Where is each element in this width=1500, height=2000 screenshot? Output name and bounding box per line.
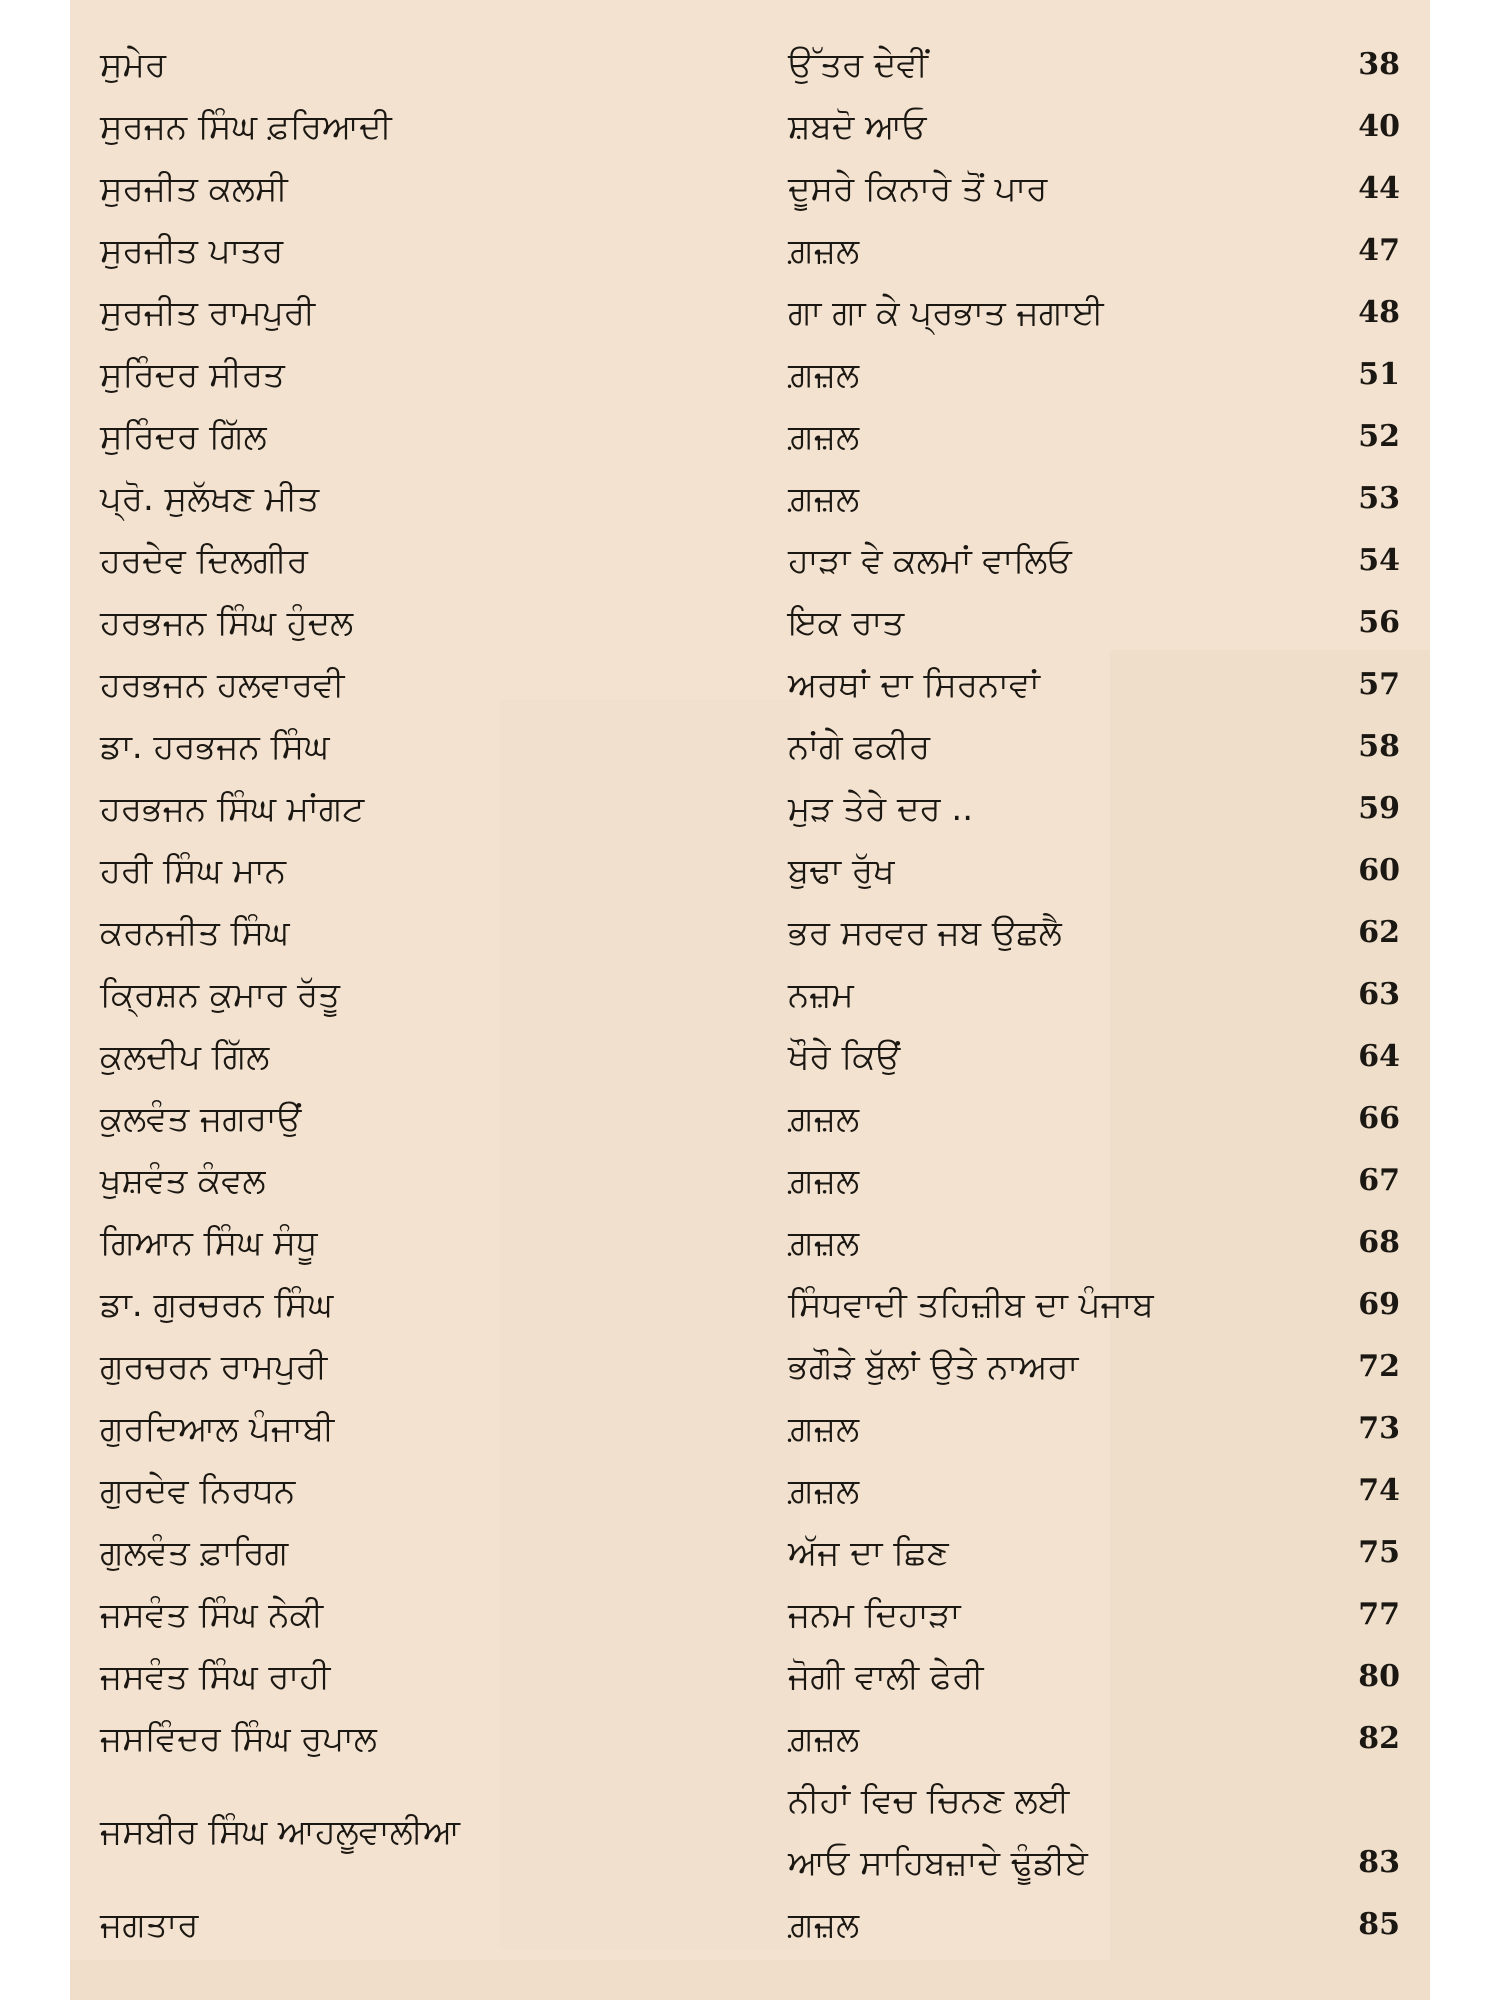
entry-page-number: 44 [1358,171,1400,206]
toc-entry [100,158,1400,220]
entry-author: ਹਰੀ ਸਿੰਘ ਮਾਨ [100,851,287,891]
toc-entry [100,592,1400,654]
entry-page-number: 73 [1358,1411,1400,1446]
entry-author: ਜਸਵੰਤ ਸਿੰਘ ਨੇਕੀ [100,1595,324,1635]
toc-entry [100,716,1400,778]
entry-author: ਜਗਤਾਰ [100,1905,199,1945]
toc-entry [100,1894,1400,1956]
entry-title: ਗ਼ਜ਼ਲ [788,1471,860,1511]
entry-author: ਹਰਭਜਨ ਹਲਵਾਰਵੀ [100,665,345,705]
entry-title: ਗ਼ਜ਼ਲ [788,1719,860,1759]
entry-title: ਗ਼ਜ਼ਲ [788,1905,860,1945]
entry-author: ਸੁਰਜੀਤ ਕਲਸੀ [100,169,288,209]
entry-page-number: 56 [1358,605,1400,640]
entry-page-number: 53 [1358,481,1400,516]
entry-title: ਗਾ ਗਾ ਕੇ ਪ੍ਰਭਾਤ ਜਗਾਈ [788,293,1104,333]
entry-author: ਸੁਮੇਰ [100,45,167,85]
entry-author: ਗੁਰਦੇਵ ਨਿਰਧਨ [100,1471,296,1511]
table-of-contents [100,34,1400,1956]
entry-title: ਗ਼ਜ਼ਲ [788,1223,860,1263]
entry-page-number: 54 [1358,543,1400,578]
entry-title: ਭਗੌੜੇ ਬੁੱਲਾਂ ਉਤੇ ਨਾਅਰਾ [788,1347,1079,1387]
toc-entry [100,902,1400,964]
entry-title: ਮੁੜ ਤੇਰੇ ਦਰ .. [788,789,974,829]
entry-title: ਹਾੜਾ ਵੇ ਕਲਮਾਂ ਵਾਲਿਓ [788,541,1072,581]
entry-title: ਅੱਜ ਦਾ ਛਿਣ [788,1533,949,1573]
entry-title: ਜੋਗੀ ਵਾਲੀ ਫੇਰੀ [788,1657,984,1697]
entry-author: ਪ੍ਰੋ. ਸੁਲੱਖਣ ਮੀਤ [100,479,320,519]
entry-title: ਅਰਥਾਂ ਦਾ ਸਿਰਨਾਵਾਂ [788,665,1040,705]
entry-author: ਡਾ. ਗੁਰਚਰਨ ਸਿੰਘ [100,1285,334,1325]
entry-title: ਨਜ਼ਮ [788,975,854,1015]
entry-title: ਗ਼ਜ਼ਲ [788,231,860,271]
entry-title: ਜਨਮ ਦਿਹਾੜਾ [788,1595,961,1635]
entry-author: ਜਸਬੀਰ ਸਿੰਘ ਆਹਲੂਵਾਲੀਆ [100,1812,460,1852]
entry-title: ਗ਼ਜ਼ਲ [788,1409,860,1449]
entry-page-number: 67 [1358,1163,1400,1198]
entry-page-number: 59 [1358,791,1400,826]
entry-author: ਸੁਰਜਨ ਸਿੰਘ ਫ਼ਰਿਆਦੀ [100,107,392,147]
entry-author: ਗੁਰਚਰਨ ਰਾਮਪੁਰੀ [100,1347,328,1387]
entry-author: ਹਰਭਜਨ ਸਿੰਘ ਮਾਂਗਟ [100,789,365,829]
toc-entry [100,406,1400,468]
toc-entry [100,1274,1400,1336]
entry-title: ਗ਼ਜ਼ਲ [788,1099,860,1139]
entry-page-number: 82 [1358,1721,1400,1756]
entry-page-number: 38 [1358,47,1400,82]
toc-entry [100,964,1400,1026]
entry-author: ਹਰਭਜਨ ਸਿੰਘ ਹੁੰਦਲ [100,603,354,643]
entry-page-number: 48 [1358,295,1400,330]
toc-entry-multiline [100,1770,1400,1894]
entry-title: ਗ਼ਜ਼ਲ [788,1161,860,1201]
entry-author: ਕ੍ਰਿਸ਼ਨ ਕੁਮਾਰ ਰੱਤੂ [100,975,340,1015]
entry-title: ਗ਼ਜ਼ਲ [788,479,860,519]
entry-author: ਕੁਲਵੰਤ ਜਗਰਾਉਂ [100,1099,302,1139]
entry-page-number: 69 [1358,1287,1400,1322]
entry-page-number: 72 [1358,1349,1400,1384]
entry-page-number: 83 [1358,1845,1400,1880]
entry-page-number: 57 [1358,667,1400,702]
entry-author: ਡਾ. ਹਰਭਜਨ ਸਿੰਘ [100,727,330,767]
book-page [70,0,1430,2000]
entry-title: ਭਰ ਸਰਵਰ ਜਬ ਉਛਲੈ [788,913,1062,953]
toc-entry [100,1088,1400,1150]
entry-page-number: 80 [1358,1659,1400,1694]
toc-entry [100,1460,1400,1522]
entry-title-line-1: ਨੀਹਾਂ ਵਿਚ ਚਿਨਣ ਲਈ [788,1781,1070,1821]
entry-title: ਸਿੰਧਵਾਦੀ ਤਹਿਜ਼ੀਬ ਦਾ ਪੰਜਾਬ [788,1285,1154,1325]
toc-entry [100,778,1400,840]
entry-author: ਸੁਰਜੀਤ ਪਾਤਰ [100,231,284,271]
toc-entry [100,96,1400,158]
entry-page-number: 85 [1358,1907,1400,1942]
entry-title: ਬੁਢਾ ਰੁੱਖ [788,851,895,891]
entry-page-number: 75 [1358,1535,1400,1570]
toc-entry [100,220,1400,282]
entry-author: ਕੁਲਦੀਪ ਗਿੱਲ [100,1037,270,1077]
entry-author: ਜਸਵੰਤ ਸਿੰਘ ਰਾਹੀ [100,1657,331,1697]
entry-author: ਕਰਨਜੀਤ ਸਿੰਘ [100,913,290,953]
entry-page-number: 66 [1358,1101,1400,1136]
toc-entry [100,1212,1400,1274]
entry-author: ਹਰਦੇਵ ਦਿਲਗੀਰ [100,541,308,581]
entry-author: ਖੁਸ਼ਵੰਤ ਕੰਵਲ [100,1161,266,1201]
toc-entry [100,468,1400,530]
toc-entry [100,840,1400,902]
entry-page-number: 77 [1358,1597,1400,1632]
entry-page-number: 51 [1358,357,1400,392]
toc-entry [100,1026,1400,1088]
toc-entry [100,282,1400,344]
toc-entry [100,1522,1400,1584]
entry-author: ਜਸਵਿੰਦਰ ਸਿੰਘ ਰੁਪਾਲ [100,1719,377,1759]
entry-title: ਗ਼ਜ਼ਲ [788,417,860,457]
entry-page-number: 68 [1358,1225,1400,1260]
entry-author: ਗੁਲਵੰਤ ਫ਼ਾਰਿਗ [100,1533,289,1573]
entry-page-number: 40 [1358,109,1400,144]
entry-page-number: 62 [1358,915,1400,950]
entry-page-number: 60 [1358,853,1400,888]
entry-page-number: 63 [1358,977,1400,1012]
toc-entry [100,1584,1400,1646]
toc-entry [100,344,1400,406]
toc-entry [100,1398,1400,1460]
entry-title: ਗ਼ਜ਼ਲ [788,355,860,395]
entry-page-number: 58 [1358,729,1400,764]
toc-entry [100,530,1400,592]
entry-author: ਸੁਰਿੰਦਰ ਗਿੱਲ [100,417,267,457]
toc-entry [100,1708,1400,1770]
toc-entry [100,654,1400,716]
entry-page-number: 64 [1358,1039,1400,1074]
entry-page-number: 52 [1358,419,1400,454]
entry-author: ਸੁਰਜੀਤ ਰਾਮਪੁਰੀ [100,293,316,333]
entry-author: ਸੁਰਿੰਦਰ ਸੀਰਤ [100,355,285,395]
entry-title-line-2: ਆਓ ਸਾਹਿਬਜ਼ਾਦੇ ਢੂੰਡੀਏ [788,1843,1088,1883]
entry-title: ਖੌਰੇ ਕਿਉਂ [788,1037,901,1077]
entry-page-number: 47 [1358,233,1400,268]
toc-entry [100,1150,1400,1212]
entry-title: ਨਾਂਗੇ ਫਕੀਰ [788,727,931,767]
entry-title: ਦੂਸਰੇ ਕਿਨਾਰੇ ਤੋਂ ਪਾਰ [788,169,1048,209]
entry-title: ਇਕ ਰਾਤ [788,603,905,643]
toc-entry [100,1646,1400,1708]
toc-entry [100,1336,1400,1398]
entry-title: ਉੱਤਰ ਦੇਵੀਂ [788,45,928,85]
entry-author: ਗੁਰਦਿਆਲ ਪੰਜਾਬੀ [100,1409,335,1449]
entry-page-number: 74 [1358,1473,1400,1508]
entry-title: ਸ਼ਬਦੋ ਆਓ [788,107,927,147]
toc-entry [100,34,1400,96]
entry-author: ਗਿਆਨ ਸਿੰਘ ਸੰਧੂ [100,1223,318,1263]
